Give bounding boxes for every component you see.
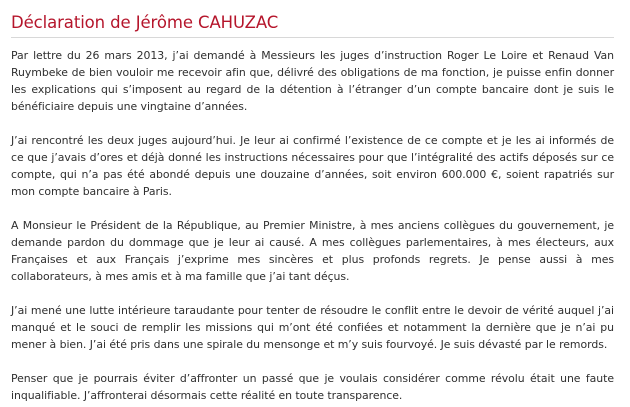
paragraph-transparency: Penser que je pourrais éviter d’affronter un passé que je voulais considérer comme révolu était une faute inqualifiable. J’affronterai désormais cette réalité en toute transparence. xyxy=(11,372,614,402)
title-divider xyxy=(11,37,614,38)
paragraph-meeting-judges: J’ai rencontré les deux juges aujourd’hui. Je leur ai confirmé l’existence de ce compte et je les ai informés de ce que j’avais d’ores et déjà donné les instructions nécessaires pour que l’intégralité des actifs déposés sur ce compte, qui n’a pas été abondé depuis une douzaine d’années, soit environ 600.000 €, soient rapatriés sur mon compte bancaire à Paris. xyxy=(11,134,614,198)
page-title: Déclaration de Jérôme CAHUZAC xyxy=(11,13,279,32)
paragraph-apology: A Monsieur le Président de la République, au Premier Ministre, à mes anciens collègues du gouvernement, je demande pardon du dommage que je leur ai causé. A mes collègues parlementaires, à mes électeurs, aux Françaises et aux Français j’exprime mes sincères et plus profonds regrets. Je pense aussi à mes collaborateurs, à mes amis et à ma famille que j’ai tant déçus. xyxy=(11,219,614,283)
paragraph-inner-struggle: J’ai mené une lutte intérieure taraudante pour tenter de résoudre le conflit entre le devoir de vérité auquel j’ai manqué et le souci de remplir les missions qui m’ont été confiées et notamment la dernière que je n’ai pu mener à bien. J’ai été pris dans une spirale du mensonge et m’y suis fourvoyé. Je suis dévasté par le remords. xyxy=(11,304,614,351)
paragraph-letter-to-judges: Par lettre du 26 mars 2013, j’ai demandé à Messieurs les juges d’instruction Roger Le Loire et Renaud Van Ruymbeke de bien vouloir me recevoir afin que, délivré des obligations de ma fonction, je puisse enfin donner les explications qui s’imposent au regard de la détention à l’étranger d’un compte bancaire dont je suis le bénéficiaire depuis une vingtaine d’années. xyxy=(11,49,614,113)
